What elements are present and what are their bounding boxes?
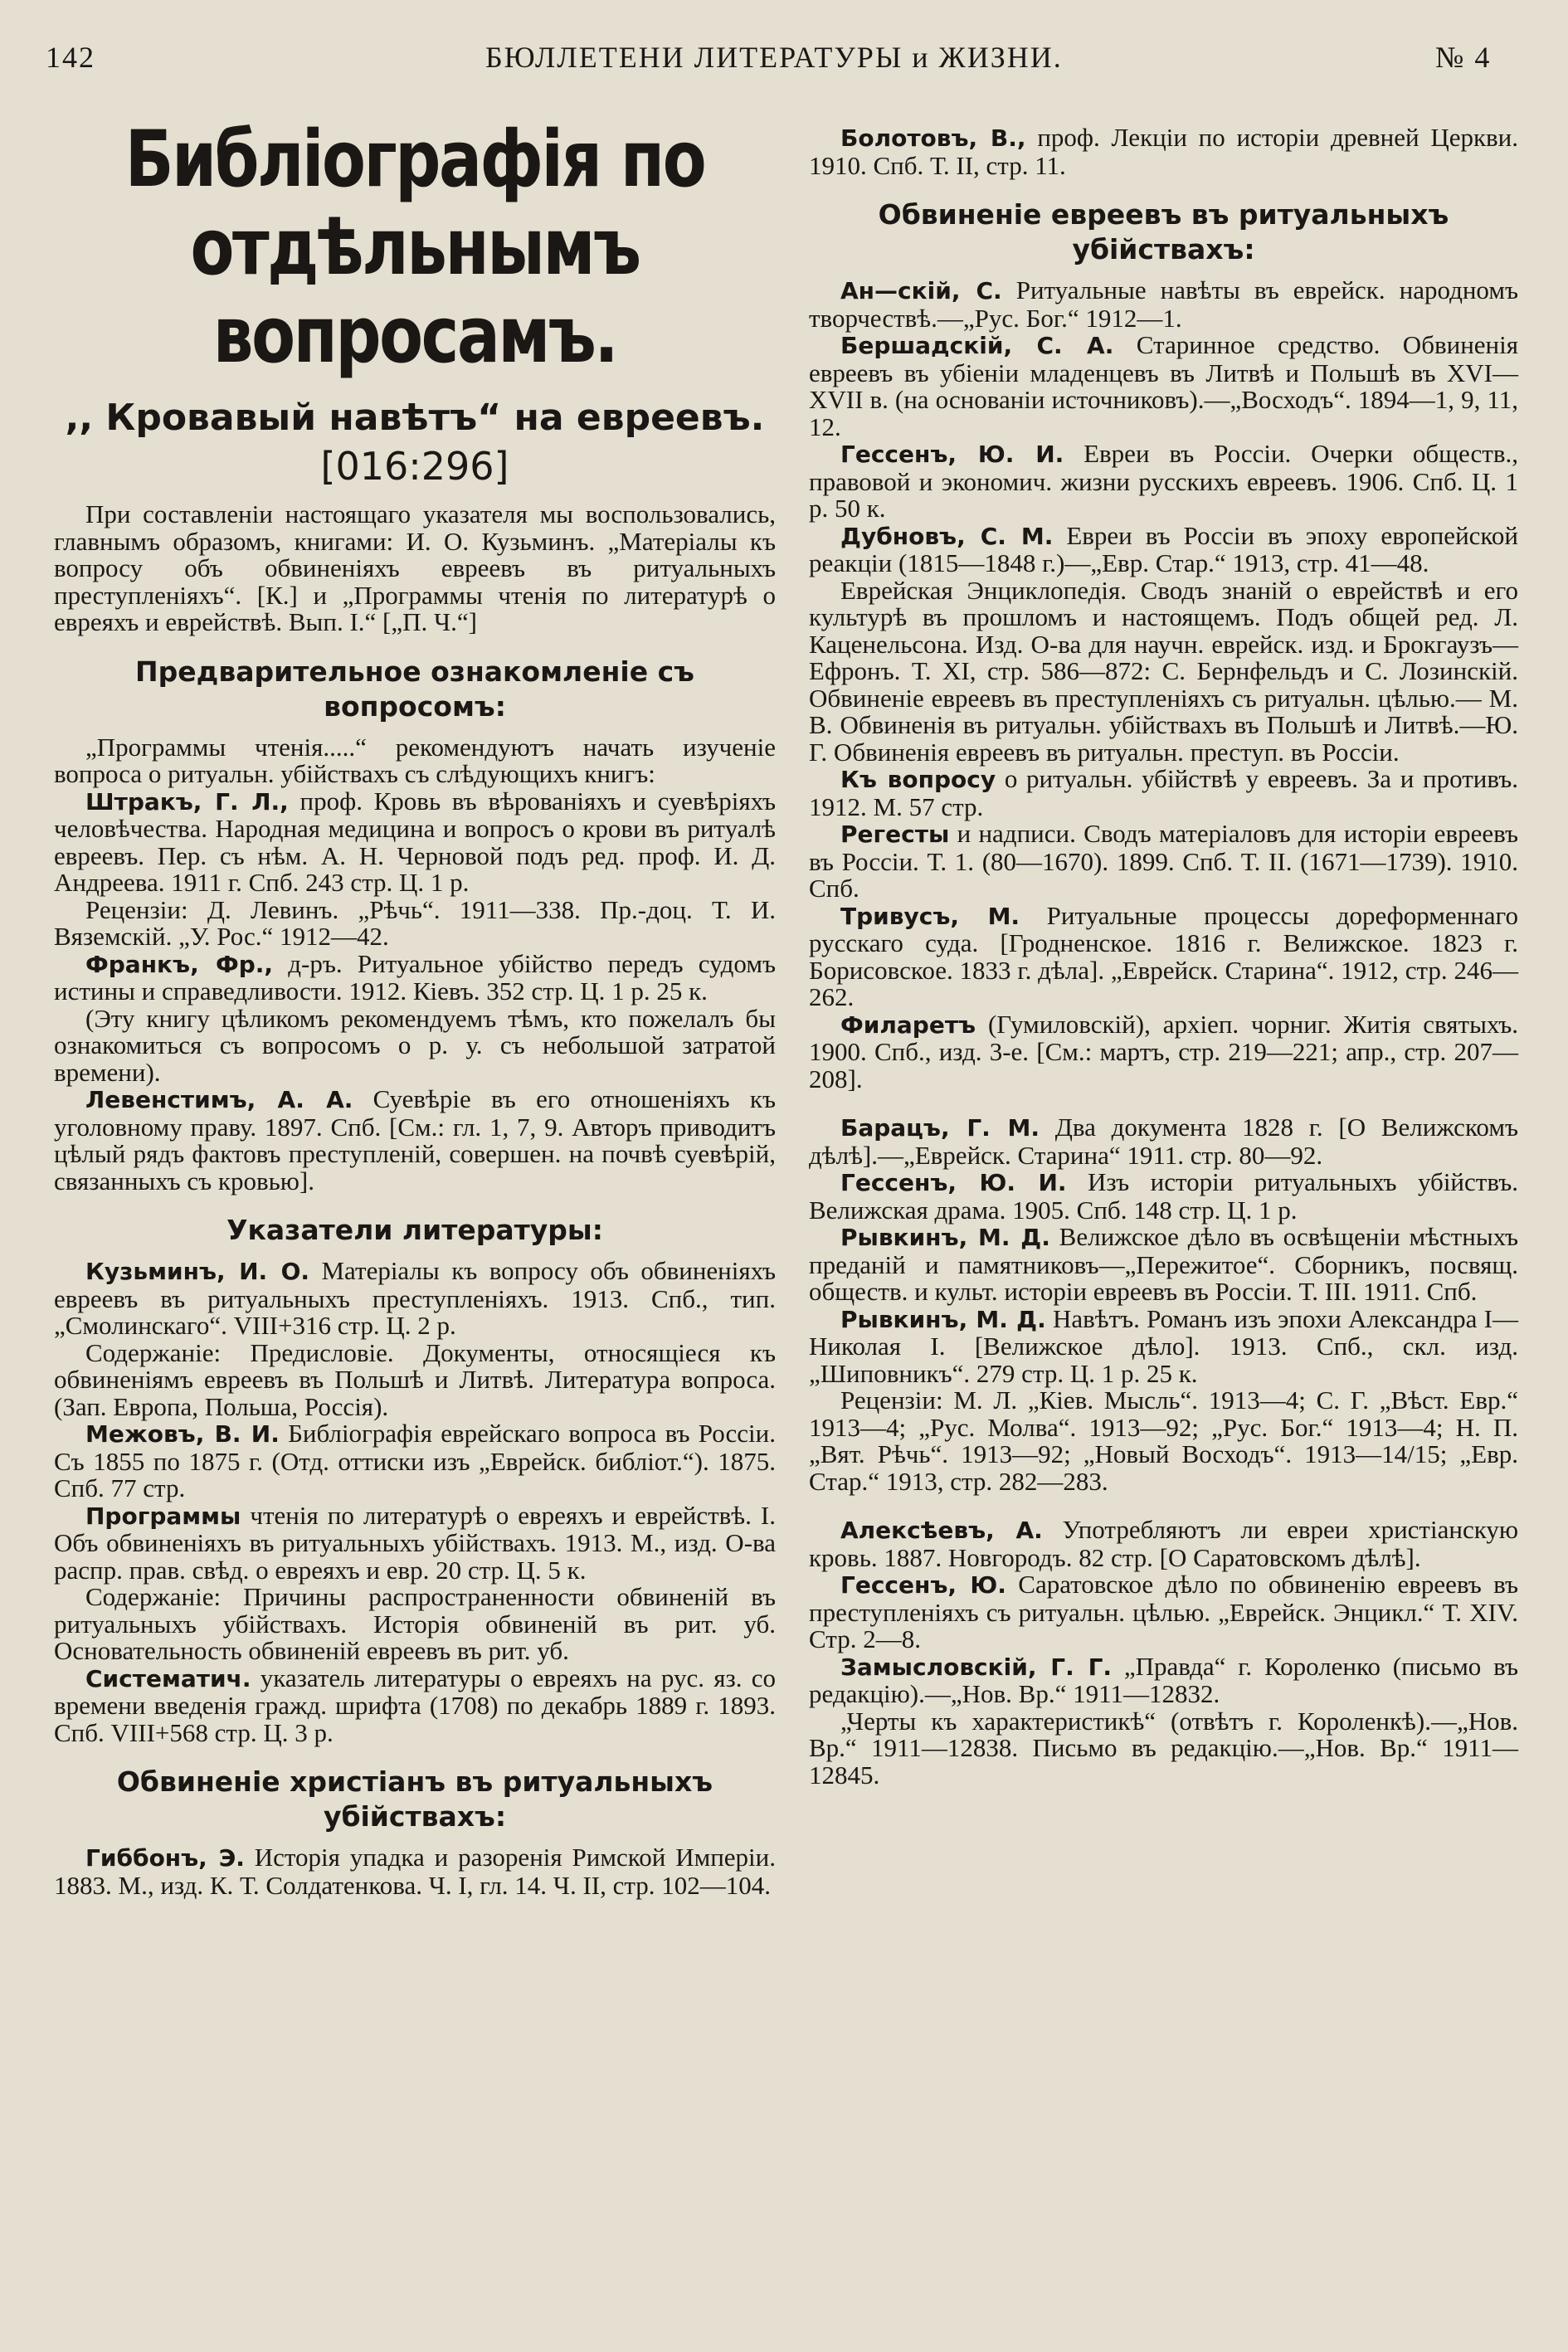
entry-text: и надписи. Сводъ матеріаловъ для исторіи евреевъ въ Россіи. Т. 1. (80—1670). 1899. Спб. Т. II. (1671—1739). 1910. Спб. bbox=[809, 819, 1518, 903]
bibliography-entry bbox=[809, 900, 1518, 1011]
page-number: 142 bbox=[46, 41, 95, 74]
section-heading: Обвиненіе христіанъ въ ритуальныхъ убійствахъ: bbox=[116, 1765, 713, 1833]
bibliography-entry bbox=[54, 1003, 776, 1087]
entry-text: д-ръ. Ритуальное убійство передъ судомъ истины и справедливости. 1912. Кіевъ. 352 стр. Ц. 1 р. 25 к. bbox=[54, 948, 776, 1006]
intro-paragraph: При составленіи настоящаго указателя мы воспользовались, главнымъ образомъ, книгами: И. О. Кузьминъ. „Матеріалы къ вопросу объ обвиненіяхъ евреевъ въ ритуальныхъ преступленіяхъ“. [К.] и „Программы чтенія по литературѣ о евреяхъ и еврействѣ. Вып. I.“ [„П. Ч.“] bbox=[54, 499, 776, 636]
entry-text: Рецензіи: М. Л. „Кіев. Мысль“. 1913—4; С. Г. „Вѣст. Евр.“ 1913—4; „Рус. Молва“. 1913—92; „Рус. Бог.“ 1913—4; Н. П. „Вят. Рѣчь“. 1913—92; „Новый Восходъ“. 1913—14/15; „Евр. Стар.“ 1913, стр. 282—283. bbox=[809, 1385, 1518, 1496]
entry-text: Саратовское дѣло по обвиненію евреевъ въ преступленіяхъ съ ритуальн. цѣлью. „Еврейск. Энцикл.“ Т. XIV. Стр. 2—8. bbox=[809, 1570, 1518, 1653]
page-title: Библіографія по отдѣльнымъ вопросамъ. bbox=[124, 114, 705, 381]
entry-text: Ритуальные процессы дореформеннаго русскаго суда. [Гродненское. 1816 г. Велижское. 1823 г. Борисовское. 1833 г. дѣла]. „Еврейск. Старина“. 1912, стр. 246—262. bbox=[809, 900, 1518, 1011]
entry-text: Содержаніе: Причины распространенности обвиненій въ ритуальныхъ убійствахъ. Исторія обвиненій въ рит. уб. Основательность обвиненій евреевъ въ рит. уб. bbox=[54, 1582, 776, 1665]
group-separator bbox=[809, 1093, 1518, 1114]
section-heading: Обвиненіе евреевъ въ ритуальныхъ убійствахъ: bbox=[878, 198, 1449, 265]
entry-author: Ан—скій, С. bbox=[840, 277, 1002, 304]
entry-text: Исторія упадка и разоренія Римской Имперіи. 1883. М., изд. К. Т. Солдатенкова. Ч. I, гл. 14. Ч. II, стр. 102—104. bbox=[54, 1843, 776, 1900]
entry-text: Евреи въ Россіи въ эпоху европейской реакціи (1815—1848 г.)—„Евр. Стар.“ 1913, стр. 41—48. bbox=[809, 520, 1518, 577]
bibliography-entry bbox=[54, 1258, 776, 1340]
entry-list bbox=[809, 124, 1518, 179]
entry-text: проф. Кровь въ вѣрованіяхъ и суевѣріяхъ человѣчества. Народная медицина и вопросъ о крови въ ритуалѣ евреевъ. Пер. съ нѣм. А. Н. Черновой подъ ред. проф. И. Д. Андреева. 1911 г. Спб. 243 стр. Ц. 1 р. bbox=[54, 786, 776, 897]
classification-code: [016:296] bbox=[320, 444, 509, 489]
bibliography-entry bbox=[809, 577, 1518, 767]
article-subtitle: ,, Кровавый навѣтъ“ на евреевъ. bbox=[65, 397, 765, 439]
entry-text: Старинное средство. Обвиненія евреевъ въ убіеніи младенцевъ въ Литвѣ и Польшѣ въ XVI—XVII в. (на основаніи источниковъ).—„Восходъ“. 1894—1, 9, 11, 12. bbox=[809, 330, 1519, 441]
entry-list bbox=[809, 277, 1518, 1093]
bibliography-entry bbox=[809, 1169, 1518, 1224]
bibliography-entry bbox=[54, 734, 776, 788]
entry-author: Программы bbox=[85, 1502, 241, 1530]
bibliography-entry bbox=[54, 948, 776, 1006]
bibliography-entry bbox=[809, 1011, 1518, 1093]
group-separator bbox=[809, 1495, 1518, 1517]
bibliography-entry bbox=[54, 1086, 776, 1195]
entry-text: Еврейская Энциклопедія. Сводъ знаній о еврействѣ и его культурѣ въ прошломъ и настоящемъ. Подъ общей ред. Л. Каценельсона. Изд. О-ва для научн. еврейск. изд. и Брокгаузъ—Ефронъ. Т. XI, стр. 586—872: С. Бернфельдъ и С. Лозинскій. Обвиненіе евреевъ въ преступленіяхъ съ ритуальн. цѣлью.— М. В. Обвиненія въ ритуальн. убійствахъ въ Польшѣ и Литвѣ.—Ю. Г. Обвиненія евреевъ въ ритуальн. преступ. въ Россіи. bbox=[809, 575, 1518, 767]
entry-text: чтенія по литературѣ о евреяхъ и еврействѣ. I. Объ обвиненіяхъ въ ритуальныхъ убійствахъ. 1913. М., изд. О-ва распр. прав. свѣд. о евреяхъ и евр. 20 стр. Ц. 5 к. bbox=[54, 1500, 776, 1585]
bibliography-entry bbox=[809, 1517, 1518, 1571]
bibliography-entry bbox=[809, 124, 1518, 179]
entry-text: (Эту книгу цѣликомъ рекомендуемъ тѣмъ, кто пожелалъ бы ознакомиться съ вопросомъ о р. у. съ небольшой затратой времени). bbox=[54, 1003, 776, 1087]
bibliography-entry bbox=[809, 1387, 1518, 1495]
entry-text: Ритуальные навѣты въ еврейск. народномъ творчествѣ.—„Рус. Бог.“ 1912—1. bbox=[809, 275, 1518, 333]
entry-text: „Правда“ г. Короленко (письмо въ редакцію).—„Нов. Вр.“ 1911—12832. bbox=[809, 1651, 1518, 1708]
entry-author: Болотовъ, В., bbox=[840, 124, 1026, 152]
entry-author: Межовъ, В. И. bbox=[85, 1420, 280, 1448]
bibliography-entry bbox=[809, 1571, 1518, 1653]
entry-author: Рывкинъ, М. Д. bbox=[840, 1224, 1050, 1251]
entry-text: (Гумиловскій), архіеп. чорниг. Житія святыхъ. 1900. Спб., изд. 3-е. [См.: мартъ, стр. 219—221; апр., стр. 207—208]. bbox=[809, 1009, 1518, 1093]
bibliography-entry bbox=[809, 1653, 1518, 1708]
entry-author: Алексѣевъ, А. bbox=[840, 1517, 1043, 1544]
entry-list bbox=[809, 1517, 1518, 1789]
entry-text: Матеріалы къ вопросу объ обвиненіяхъ евреевъ въ ритуальныхъ преступленіяхъ. 1913. Спб., тип. „Смолинскаго“. VIII+316 стр. Ц. 2 р. bbox=[54, 1256, 776, 1340]
entry-text: Велижское дѣло въ освѣщеніи мѣстныхъ преданій и памятниковъ—„Пережитое“. Сборникъ, посвящ. обществ. и культ. исторіи евреевъ въ Россіи. Т. III. 1911. Спб. bbox=[809, 1222, 1519, 1306]
entry-author: Гессенъ, Ю. bbox=[840, 1571, 1006, 1599]
left-column bbox=[54, 116, 776, 1899]
entry-text: о ритуальн. убійствѣ у евреевъ. За и противъ. 1912. М. 57 стр. bbox=[809, 764, 1518, 821]
entry-author: Франкъ, Фр., bbox=[85, 950, 274, 978]
entry-author: Барацъ, Г. М. bbox=[840, 1114, 1040, 1142]
entry-text: Евреи въ Россіи. Очерки обществ., правовой и экономич. жизни русскихъ евреевъ. 1906. Спб. Ц. 1 р. 50 к. bbox=[809, 439, 1518, 523]
bibliography-entry bbox=[54, 1420, 776, 1502]
bibliography-entry bbox=[809, 1303, 1518, 1388]
bibliography-entry bbox=[54, 1502, 776, 1585]
entry-author: Штракъ, Г. Л., bbox=[85, 787, 289, 816]
bibliography-entry bbox=[54, 1844, 776, 1899]
bibliography-entry bbox=[809, 332, 1518, 441]
bibliography-entry bbox=[809, 441, 1518, 523]
entry-author: Дубновъ, С. М. bbox=[840, 522, 1054, 550]
running-header: БЮЛЛЕТЕНИ ЛИТЕРАТУРЫ и ЖИЗНИ. bbox=[485, 41, 1063, 74]
entry-text: Два документа 1828 г. [О Велижскомъ дѣлѣ].—„Еврейск. Старина“ 1911. стр. 80—92. bbox=[809, 1113, 1518, 1170]
entry-author: Филаретъ bbox=[840, 1010, 976, 1039]
entry-list bbox=[54, 734, 776, 1195]
entry-text: Содержаніе: Предисловіе. Документы, относящіеся къ обвиненіямъ евреевъ въ Польшѣ и Литвѣ. Литература вопроса. (Зап. Европа, Польша, Россія). bbox=[54, 1337, 776, 1421]
bibliography-entry bbox=[809, 1114, 1518, 1169]
entry-author: Систематич. bbox=[85, 1664, 251, 1692]
entry-author: Замысловскій, Г. Г. bbox=[840, 1653, 1113, 1681]
bibliography-entry bbox=[809, 1224, 1518, 1306]
entry-author: Регесты bbox=[840, 821, 950, 848]
entry-text: Изъ исторіи ритуальныхъ убійствъ. Велижская драма. 1905. Спб. 148 стр. Ц. 1 р. bbox=[809, 1167, 1518, 1225]
section-heading: Предварительное ознакомленіе съ вопросомъ: bbox=[135, 655, 694, 723]
entry-text: Употребляютъ ли евреи христіанскую кровь. 1887. Новгородъ. 82 стр. [О Саратовскомъ дѣлѣ]. bbox=[809, 1515, 1518, 1572]
bibliography-entry bbox=[809, 766, 1518, 821]
entry-author: Бершадскій, С. А. bbox=[840, 332, 1114, 359]
bibliography-entry bbox=[54, 1665, 776, 1747]
entry-list bbox=[809, 1114, 1518, 1495]
bibliography-entry bbox=[54, 788, 776, 897]
entry-list bbox=[54, 1844, 776, 1899]
section-heading: Указатели литературы: bbox=[226, 1214, 603, 1246]
right-column bbox=[809, 124, 1518, 1789]
entry-text: Навѣтъ. Романъ изъ эпохи Александра I—Николая I. [Велижское дѣло]. 1913. Спб., скл. изд. „Шиповникъ“. 279 стр. Ц. 1 р. 25 к. bbox=[809, 1303, 1518, 1388]
entry-author: Левенстимъ, А. А. bbox=[85, 1086, 353, 1113]
entry-author: Гиббонъ, Э. bbox=[85, 1844, 245, 1872]
bibliography-entry bbox=[809, 520, 1518, 577]
entry-author: Кузьминъ, И. О. bbox=[85, 1258, 310, 1285]
issue-number: № 4 bbox=[1435, 41, 1492, 74]
bibliography-entry bbox=[54, 894, 776, 951]
entry-text: Рецензіи: Д. Левинъ. „Рѣчь“. 1911—338. Пр.-доц. Т. И. Вяземскій. „У. Рос.“ 1912—42. bbox=[54, 894, 776, 951]
entry-text: Библіографія еврейскаго вопроса въ Россіи. Съ 1855 по 1875 г. (Отд. оттиски изъ „Еврейск. библіот.“). 1875. Спб. 77 стр. bbox=[54, 1419, 776, 1502]
entry-list bbox=[54, 1258, 776, 1746]
bibliography-entry bbox=[809, 821, 1518, 903]
bibliography-entry bbox=[809, 1708, 1518, 1790]
entry-author: Тривусъ, М. bbox=[840, 902, 1020, 930]
entry-author: Гессенъ, Ю. И. bbox=[840, 441, 1064, 468]
entry-text: Суевѣріе въ его отношеніяхъ къ уголовному праву. 1897. Спб. [См.: гл. 1, 7, 9. Авторъ приводитъ цѣлый рядъ фактовъ преступленій, совершен. на почвѣ суевѣрій, связанныхъ съ кровью]. bbox=[54, 1084, 776, 1195]
bibliography-entry bbox=[54, 1337, 776, 1421]
entry-text: „Черты къ характеристикѣ“ (отвѣтъ г. Короленкѣ).—„Нов. Вр.“ 1911—12838. Письмо въ редакцію.—„Нов. Вр.“ 1911—12845. bbox=[809, 1706, 1518, 1790]
entry-text: „Программы чтенія.....“ рекомендуютъ начать изученіе вопроса о ритуальн. убійствахъ съ слѣдующихъ книгъ: bbox=[54, 732, 776, 788]
entry-text: указатель литературы о евреяхъ на рус. яз. со времени введенія гражд. шрифта (1708) по декабрь 1889 г. 1893. Спб. VIII+568 стр. Ц. 3 р. bbox=[54, 1663, 776, 1747]
bibliography-entry bbox=[809, 277, 1518, 332]
entry-text: проф. Лекціи по исторіи древней Церкви. 1910. Спб. Т. II, стр. 11. bbox=[809, 123, 1519, 180]
bibliography-entry bbox=[54, 1584, 776, 1665]
entry-author: Къ вопросу bbox=[840, 766, 996, 793]
entry-author: Гессенъ, Ю. И. bbox=[840, 1169, 1067, 1196]
entry-author: Рывкинъ, М. Д. bbox=[840, 1305, 1046, 1333]
